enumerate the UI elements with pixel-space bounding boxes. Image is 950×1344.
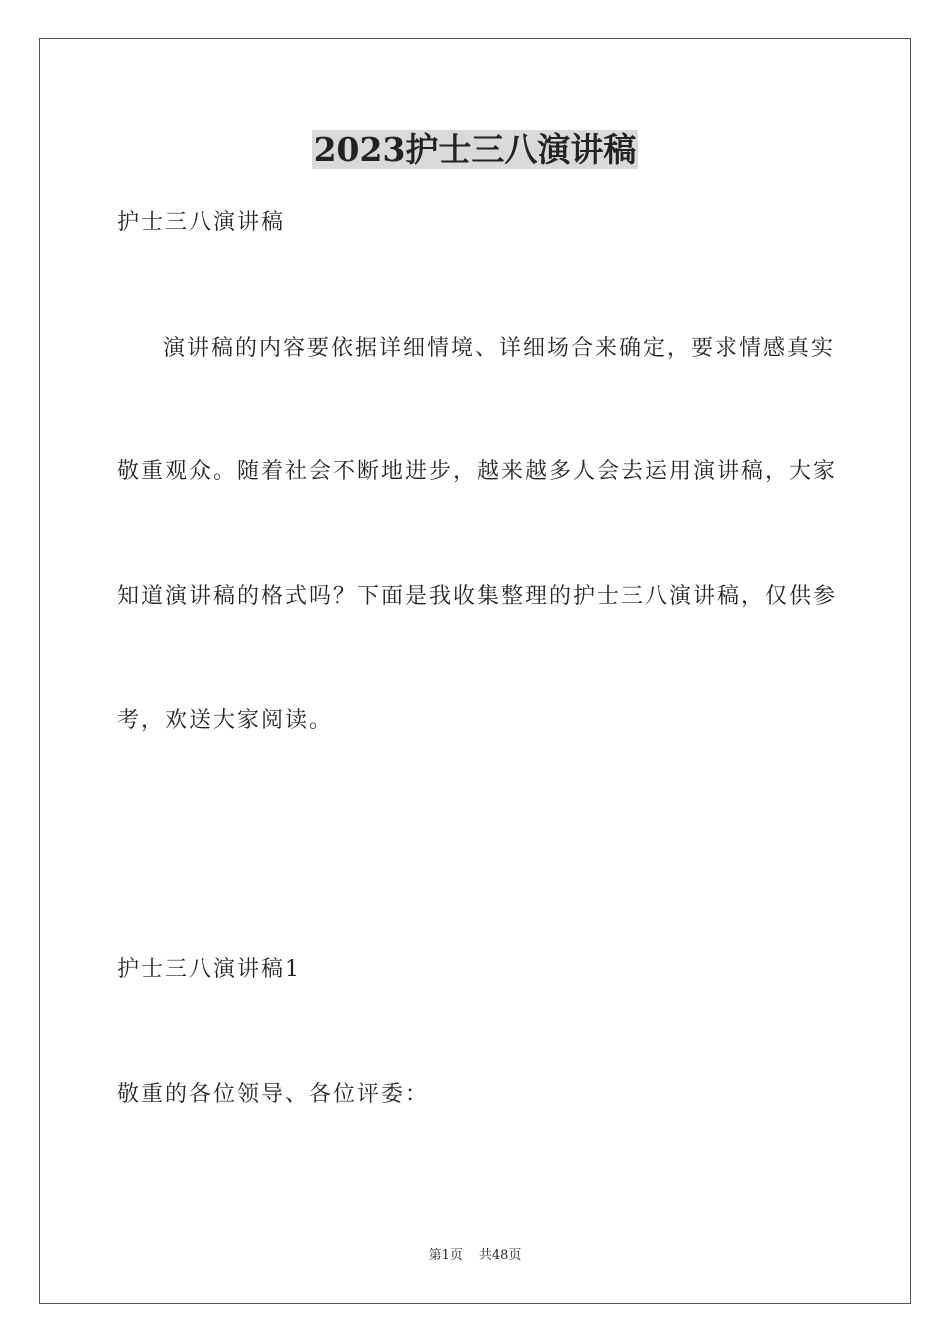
document-title — [0, 128, 950, 172]
page-footer — [0, 1247, 950, 1265]
document-subtitle: 护士三八演讲稿 — [117, 210, 286, 235]
intro-line-3: 知道演讲稿的格式吗？下面是我收集整理的护士三八演讲稿，仅供参 — [117, 584, 838, 609]
salutation: 敬重的各位领导、各位评委： — [117, 1082, 430, 1107]
section-heading: 护士三八演讲稿1 — [117, 957, 301, 982]
document-title-text: 2023护士三八演讲稿 — [313, 130, 637, 169]
intro-line-2: 敬重观众。随着社会不断地进步，越来越多人会去运用演讲稿，大家 — [117, 459, 838, 484]
page-total: 共48页 — [478, 1248, 522, 1263]
intro-line-1: 演讲稿的内容要依据详细情境、详细场合来确定，要求情感真实 — [163, 336, 836, 361]
page-number: 第1页 — [428, 1248, 463, 1263]
intro-line-4: 考，欢送大家阅读。 — [117, 708, 334, 733]
